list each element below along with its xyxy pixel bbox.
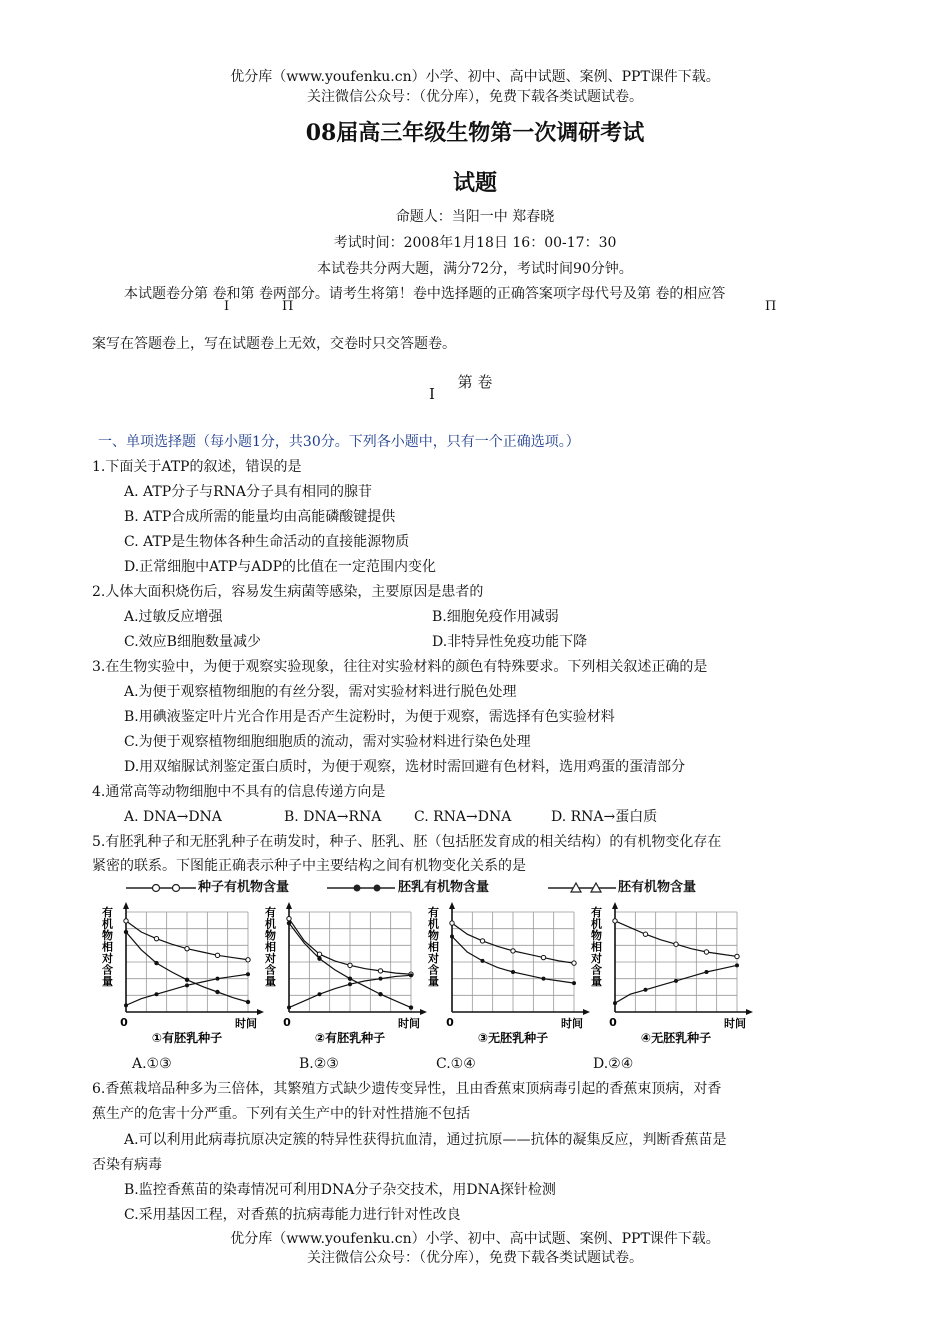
volume-heading: 第 卷	[457, 373, 493, 391]
q3-option-a: A.为便于观察植物细胞的有丝分裂，需对实验材料进行脱色处理	[124, 684, 517, 700]
q1-stem: 1.下面关于ATP的叙述，错误的是	[92, 459, 302, 475]
data-point	[124, 919, 128, 923]
data-point	[542, 977, 546, 981]
data-point	[511, 949, 515, 953]
data-point	[704, 950, 708, 954]
data-point	[481, 959, 485, 963]
x-axis-label: 时间	[561, 1017, 583, 1030]
q4-option-d: D. RNA→蛋白质	[551, 809, 658, 825]
q2-option-b: B.细胞免疫作用减弱	[432, 609, 559, 625]
data-point	[613, 919, 617, 923]
chart-1	[100, 900, 270, 1049]
header-line-1: 优分库（www.youfenku.cn）小学、初中、高中试题、案例、PPT课件下载。	[230, 69, 720, 85]
data-point	[215, 953, 219, 957]
x-axis-label: 时间	[724, 1017, 746, 1030]
data-point	[378, 969, 382, 973]
data-point	[246, 1000, 250, 1004]
q6-stem-1: 6.香蕉栽培品种多为三倍体，其繁殖方式缺少遗传变异性，且由香蕉束顶病毒引起的香蕉束顶病，对香	[92, 1081, 722, 1097]
roman-numeral-i: I	[224, 299, 230, 314]
chart-title: ②有胚乳种子	[314, 1031, 386, 1045]
data-point	[674, 942, 678, 946]
q1-option-c: C. ATP是生物体各种生命活动的直接能源物质	[124, 534, 410, 550]
q1-option-d: D.正常细胞中ATP与ADP的比值在一定范围内变化	[124, 559, 437, 575]
q2-option-a: A.过敏反应增强	[124, 609, 223, 625]
legend-seed: 种子有机物含量	[198, 880, 290, 895]
roman-numeral-ii: Π	[282, 299, 294, 314]
y-axis-arrow	[449, 902, 455, 909]
chart-title: ④无胚乳种子	[640, 1031, 712, 1045]
exam-intro-line-2: 案写在答题卷上，写在试题卷上无效，交卷时只交答题卷。	[92, 336, 456, 352]
data-point	[613, 1001, 617, 1005]
data-point	[378, 992, 382, 996]
data-point	[287, 921, 291, 925]
data-point	[318, 992, 322, 996]
q2-option-c: C.效应B细胞数量减少	[124, 634, 261, 650]
y-axis-arrow	[123, 902, 129, 909]
data-point	[246, 972, 250, 976]
y-axis-arrow	[612, 902, 618, 909]
data-point	[155, 992, 159, 996]
data-point	[379, 977, 383, 981]
roman-numeral-ii-2: Π	[765, 299, 777, 314]
q4-option-b: B. DNA→RNA	[284, 809, 382, 825]
footer-line-1: 优分库（www.youfenku.cn）小学、初中、高中试题、案例、PPT课件下载。	[230, 1231, 720, 1247]
data-point	[185, 946, 189, 950]
q3-stem: 3.在生物实验中，为便于观察实验现象，往往对实验材料的颜色有特殊要求。下列相关叙述正确的是	[92, 659, 708, 675]
data-point	[246, 958, 250, 962]
data-point	[215, 990, 219, 994]
q6-option-a-1: A.可以利用此病毒抗原决定簇的特异性获得抗血清，通过抗原——抗体的凝集反应，判断香蕉苗是	[124, 1132, 727, 1148]
x-axis-label: 时间	[398, 1017, 420, 1030]
exam-time: 考试时间：2008年1月18日 16：00-17：30	[333, 235, 617, 251]
x-axis-label: 时间	[235, 1017, 257, 1030]
data-point	[705, 970, 709, 974]
data-point	[450, 934, 454, 938]
x-axis-arrow	[746, 1009, 753, 1015]
chart-4	[589, 900, 759, 1049]
y-axis-arrow	[286, 902, 292, 909]
data-point	[572, 981, 576, 985]
q1-option-a: A. ATP分子与RNA分子具有相同的腺苷	[124, 484, 373, 500]
volume-roman: I	[429, 385, 435, 403]
q4-option-a: A. DNA→DNA	[124, 809, 222, 825]
origin-label: 0	[283, 1016, 291, 1029]
chart-3	[426, 900, 596, 1049]
legend-endosperm: 胚乳有机物含量	[398, 880, 490, 895]
exam-subtitle: 试题	[452, 170, 497, 196]
data-point	[124, 930, 128, 934]
q5-option-c: C.①④	[436, 1056, 476, 1072]
data-point	[154, 936, 158, 940]
chart-title: ①有胚乳种子	[151, 1031, 223, 1045]
q5-option-a: A.①③	[132, 1056, 172, 1072]
q3-option-c: C.为便于观察植物细胞细胞质的流动，需对实验材料进行染色处理	[124, 734, 531, 750]
data-point	[643, 932, 647, 936]
data-point	[287, 1006, 291, 1010]
q3-option-b: B.用碘液鉴定叶片光合作用是否产生淀粉时，为便于观察，需选择有色实验材料	[124, 709, 615, 725]
data-point	[674, 979, 678, 983]
q1-option-b: B. ATP合成所需的能量均由高能磷酸键提供	[124, 509, 396, 525]
data-point	[644, 988, 648, 992]
data-point	[154, 961, 158, 965]
q4-stem: 4.通常高等动物细胞中不具有的信息传递方向是	[92, 784, 386, 800]
q4-option-c: C. RNA→DNA	[414, 809, 512, 825]
exam-info: 本试卷共分两大题，满分72分，考试时间90分钟。	[317, 261, 633, 277]
data-point	[185, 978, 189, 982]
chart-title: ③无胚乳种子	[477, 1031, 549, 1045]
q5-stem-1: 5.有胚乳种子和无胚乳种子在萌发时，种子、胚乳、胚（包括胚发育成的相关结构）的有机物变化存在	[92, 834, 722, 850]
exam-intro-line-1: 本试题卷分第 卷和第 卷两部分。请考生将第！卷中选择题的正确答案项字母代号及第 卷的相应答	[124, 286, 726, 302]
data-point	[185, 983, 189, 987]
chart-2	[263, 900, 433, 1049]
data-point	[409, 1005, 413, 1009]
data-point	[317, 952, 321, 956]
data-point	[480, 939, 484, 943]
data-point	[216, 977, 220, 981]
data-point	[348, 976, 352, 980]
q2-stem: 2.人体大面积烧伤后，容易发生病菌等感染，主要原因是患者的	[92, 584, 484, 600]
q6-option-c: C.采用基因工程，对香蕉的抗病毒能力进行针对性改良	[124, 1207, 461, 1223]
data-point	[735, 954, 739, 958]
data-point	[317, 956, 321, 960]
origin-label: 0	[120, 1016, 128, 1029]
q6-option-b: B.监控香蕉苗的染毒情况可利用DNA分子杂交技术，用DNA探针检测	[124, 1182, 556, 1198]
origin-label: 0	[446, 1016, 454, 1029]
data-point	[541, 955, 545, 959]
section-heading: 一、单项选择题（每小题1分，共30分。下列各小题中，只有一个正确选项。）	[98, 434, 580, 450]
header-line-2: 关注微信公众号：（优分库），免费下载各类试题试卷。	[307, 89, 643, 105]
data-point	[348, 963, 352, 967]
q5-option-b: B.②③	[299, 1056, 339, 1072]
q6-option-a-2: 否染有病毒	[92, 1157, 162, 1173]
exam-title: 08届高三年级生物第一次调研考试	[305, 120, 645, 146]
q5-option-d: D.②④	[593, 1056, 634, 1072]
origin-label: 0	[609, 1016, 617, 1029]
data-point	[348, 982, 352, 986]
q5-stem-2: 紧密的联系。下图能正确表示种子中主要结构之间有机物变化关系的是	[92, 858, 526, 874]
y-axis-label: 有机物相对含量	[102, 906, 113, 988]
data-point	[572, 961, 576, 965]
q6-stem-2: 蕉生产的危害十分严重。下列有关生产中的针对性措施不包括	[92, 1106, 470, 1122]
data-point	[287, 916, 291, 920]
data-point	[735, 963, 739, 967]
y-axis-label: 有机物相对含量	[591, 906, 602, 988]
footer-line-2: 关注微信公众号：（优分库），免费下载各类试题试卷。	[307, 1250, 643, 1266]
exam-author: 命题人：当阳一中 郑春晓	[395, 209, 555, 225]
data-point	[450, 921, 454, 925]
q2-option-d: D.非特异性免疫功能下降	[432, 634, 588, 650]
y-axis-label: 有机物相对含量	[265, 906, 276, 988]
data-point	[409, 973, 413, 977]
data-point	[124, 1003, 128, 1007]
q3-option-d: D.用双缩脲试剂鉴定蛋白质时，为便于观察，选材时需回避有色材料，选用鸡蛋的蛋清部分	[124, 759, 686, 775]
y-axis-label: 有机物相对含量	[428, 906, 439, 988]
data-point	[511, 970, 515, 974]
legend-embryo: 胚有机物含量	[618, 880, 697, 895]
